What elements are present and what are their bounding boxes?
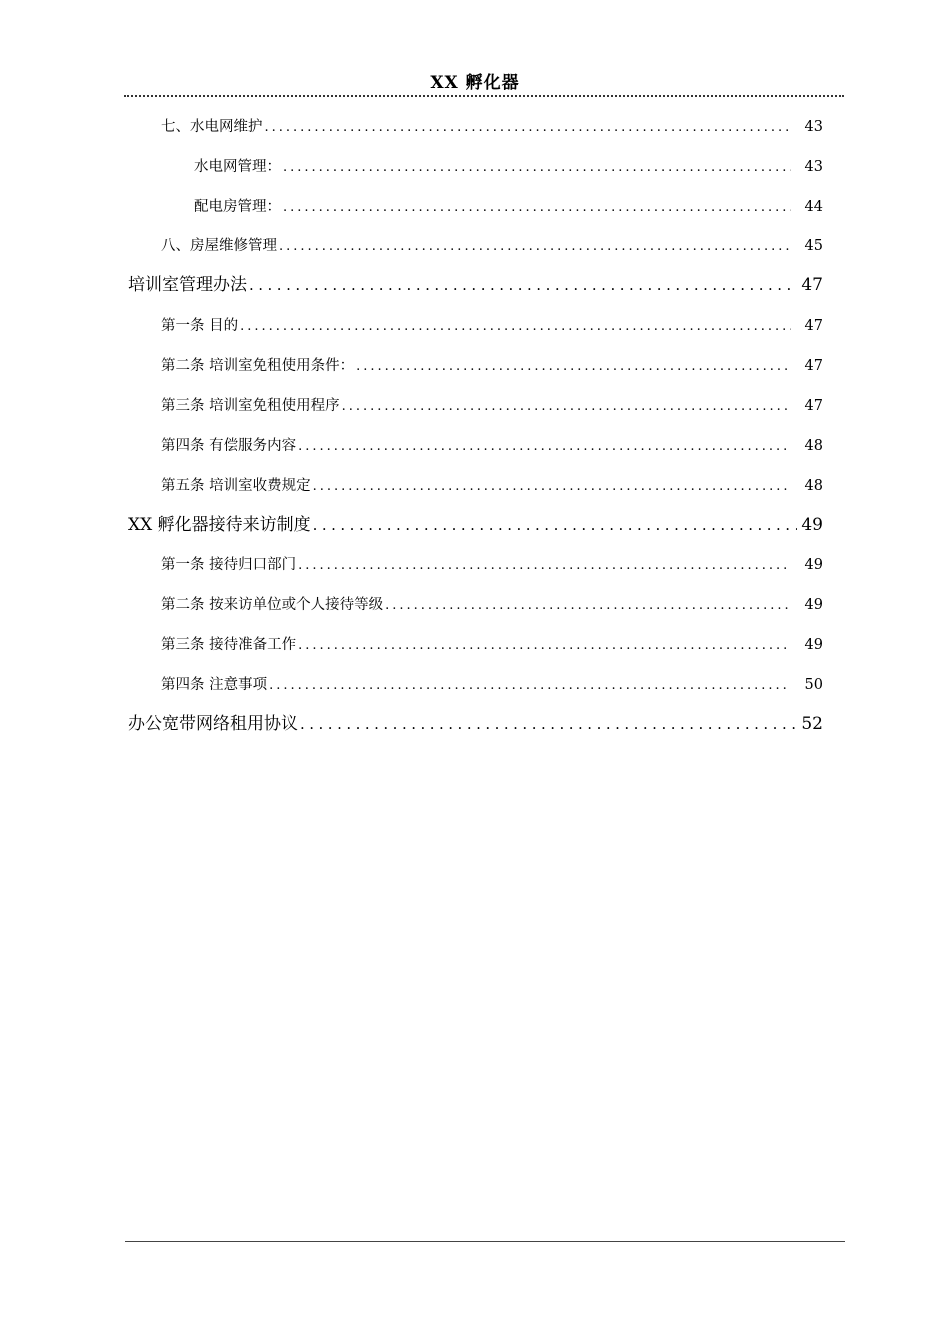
- toc-entry-title: 第四条 注意事项: [161, 677, 268, 693]
- toc-entry-title: 水电网管理：: [194, 159, 281, 175]
- toc-leader-dots: [298, 638, 790, 653]
- toc-leader-dots: [342, 399, 791, 414]
- toc-entry-page: 49: [801, 515, 823, 535]
- toc-entry[interactable]: [161, 234, 823, 255]
- toc-entry[interactable]: [128, 510, 823, 535]
- toc-entry[interactable]: [161, 394, 823, 415]
- toc-leader-dots: [356, 359, 790, 374]
- toc-leader-dots: [300, 715, 797, 733]
- toc-entry-title: 八、房屋维修管理: [161, 238, 277, 254]
- toc-entry-title: 第三条 接待准备工作: [161, 637, 297, 653]
- toc-entry-page: 48: [804, 478, 823, 494]
- toc-entry[interactable]: [128, 270, 823, 295]
- toc-entry-title: 第三条 培训室免租使用程序: [161, 398, 340, 414]
- toc-entry-page: 49: [804, 597, 823, 613]
- toc-entry-title: 培训室管理办法: [128, 275, 247, 295]
- toc-entry-page: 47: [804, 318, 823, 334]
- toc-leader-dots: [283, 200, 791, 215]
- toc-leader-dots: [269, 678, 790, 693]
- toc-entry-page: 44: [804, 199, 823, 215]
- toc-leader-dots: [298, 439, 790, 454]
- toc-entry-page: 48: [804, 438, 823, 454]
- toc-entry-page: 49: [804, 557, 823, 573]
- header-divider: [124, 95, 844, 97]
- toc-entry-page: 43: [804, 159, 823, 175]
- toc-leader-dots: [313, 516, 798, 534]
- toc-entry-title: XX 孵化器接待来访制度: [128, 515, 311, 535]
- page-header-title: XX 孵化器: [430, 73, 520, 93]
- toc-entry[interactable]: [161, 434, 823, 455]
- toc-entry[interactable]: [161, 474, 823, 495]
- toc-entry[interactable]: [161, 115, 823, 136]
- toc-entry[interactable]: [128, 709, 823, 734]
- toc-entry-title: 第四条 有偿服务内容: [161, 438, 297, 454]
- toc-leader-dots: [283, 160, 791, 175]
- toc-entry-title: 第一条 接待归口部门: [161, 557, 297, 573]
- toc-entry-title: 配电房管理：: [194, 199, 281, 215]
- toc-entry-page: 52: [801, 714, 823, 734]
- toc-entry[interactable]: [161, 633, 823, 654]
- toc-entry-title: 第二条 培训室免租使用条件：: [161, 358, 355, 374]
- toc-entry[interactable]: [161, 553, 823, 574]
- toc-leader-dots: [249, 276, 797, 294]
- toc-leader-dots: [279, 239, 791, 254]
- toc-entry-page: 50: [804, 677, 823, 693]
- footer-divider: [125, 1241, 845, 1242]
- toc-entry[interactable]: [161, 673, 823, 694]
- toc-entry-page: 45: [804, 238, 823, 254]
- toc-entry[interactable]: [161, 314, 823, 335]
- toc-entry-title: 七、水电网维护: [161, 119, 263, 135]
- toc-entry-title: 办公宽带网络租用协议: [128, 714, 298, 734]
- toc-entry-page: 43: [804, 119, 823, 135]
- toc-leader-dots: [265, 120, 791, 135]
- toc-leader-dots: [385, 598, 790, 613]
- toc-entry-page: 47: [804, 398, 823, 414]
- toc-entry-page: 47: [801, 275, 823, 295]
- toc-entry[interactable]: [161, 593, 823, 614]
- toc-entry-title: 第二条 按来访单位或个人接待等级: [161, 597, 384, 613]
- toc-entry-title: 第五条 培训室收费规定: [161, 478, 311, 494]
- toc-entry-page: 49: [804, 637, 823, 653]
- toc-entry[interactable]: [194, 195, 823, 216]
- toc-leader-dots: [298, 558, 790, 573]
- toc-leader-dots: [313, 479, 791, 494]
- toc-entry[interactable]: [194, 155, 823, 176]
- toc-entry-title: 第一条 目的: [161, 318, 239, 334]
- toc-entry-page: 47: [804, 358, 823, 374]
- toc-leader-dots: [240, 319, 790, 334]
- toc-entry[interactable]: [161, 354, 823, 375]
